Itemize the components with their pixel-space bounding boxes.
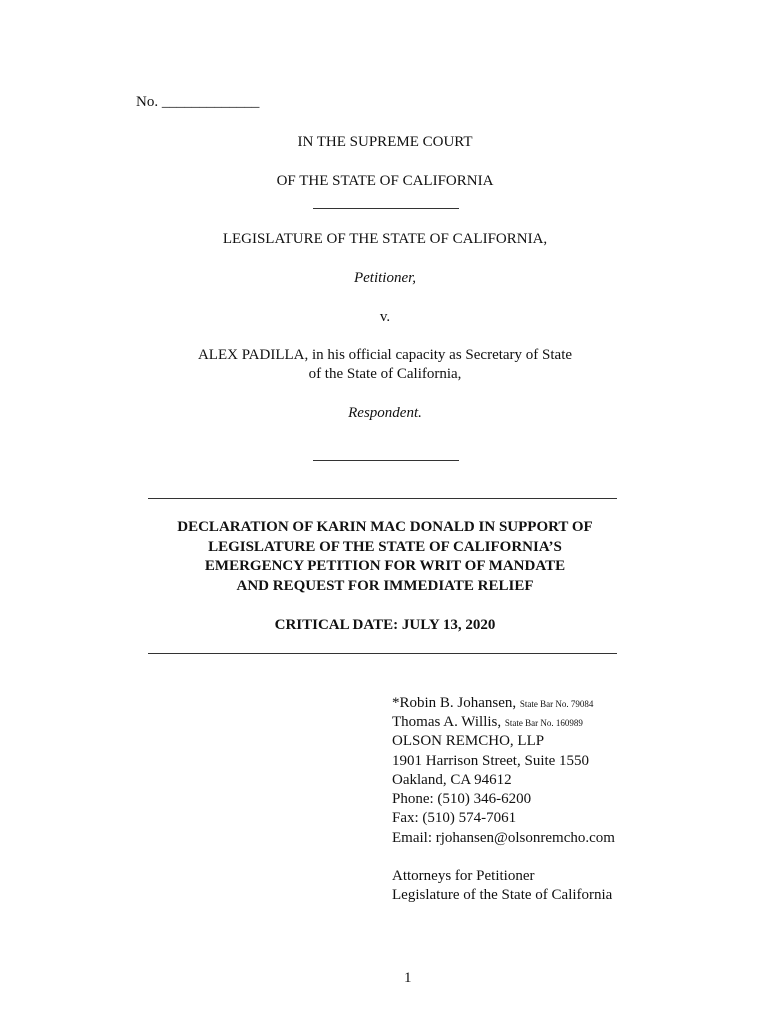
firm-address-line-2: Oakland, CA 94612 <box>392 772 512 788</box>
attorney-role-line-2: Legislature of the State of California <box>392 887 613 903</box>
title-bottom-rule <box>148 653 617 654</box>
case-number <box>136 94 259 111</box>
attorney-2 <box>392 714 583 731</box>
respondent-line-1: ALEX PADILLA, in his official capacity as Secretary of State <box>197 347 573 363</box>
caption-divider-2 <box>313 460 459 461</box>
title-line-1: DECLARATION OF KARIN MAC DONALD IN SUPPORT OF <box>177 519 593 535</box>
title-line-2: LEGISLATURE OF THE STATE OF CALIFORNIA’S <box>208 539 562 555</box>
attorney-1-name: *Robin B. Johansen, <box>392 695 517 711</box>
attorney-2-bar-number: State Bar No. 160989 <box>504 718 583 728</box>
petitioner-name: LEGISLATURE OF THE STATE OF CALIFORNIA, <box>222 231 548 247</box>
title-line-4: AND REQUEST FOR IMMEDIATE RELIEF <box>236 578 534 594</box>
title-top-rule <box>148 498 617 499</box>
firm-name: OLSON REMCHO, LLP <box>392 733 545 749</box>
court-name-line-1: IN THE SUPREME COURT <box>297 134 473 150</box>
firm-fax: Fax: (510) 574-7061 <box>392 810 517 826</box>
critical-date: CRITICAL DATE: JULY 13, 2020 <box>274 617 496 633</box>
versus: v. <box>379 309 391 325</box>
firm-phone: Phone: (510) 346-6200 <box>392 791 532 807</box>
case-number-label: No. <box>136 94 159 110</box>
caption-divider-1 <box>313 208 459 209</box>
firm-address-line-1: 1901 Harrison Street, Suite 1550 <box>392 753 590 769</box>
firm-email: Email: rjohansen@olsonremcho.com <box>392 830 615 846</box>
page-number: 1 <box>404 970 412 986</box>
attorney-2-name: Thomas A. Willis, <box>392 714 502 730</box>
attorney-role-line-1: Attorneys for Petitioner <box>392 868 535 884</box>
attorney-1 <box>392 695 593 712</box>
respondent-line-2: of the State of California, <box>308 366 462 382</box>
respondent-role: Respondent. <box>348 405 422 421</box>
attorney-1-bar-number: State Bar No. 79084 <box>519 699 594 709</box>
title-line-3: EMERGENCY PETITION FOR WRIT OF MANDATE <box>204 558 566 574</box>
case-number-blank: _____________ <box>161 94 260 110</box>
court-name-line-2: OF THE STATE OF CALIFORNIA <box>276 173 494 189</box>
petitioner-role: Petitioner, <box>353 270 417 286</box>
